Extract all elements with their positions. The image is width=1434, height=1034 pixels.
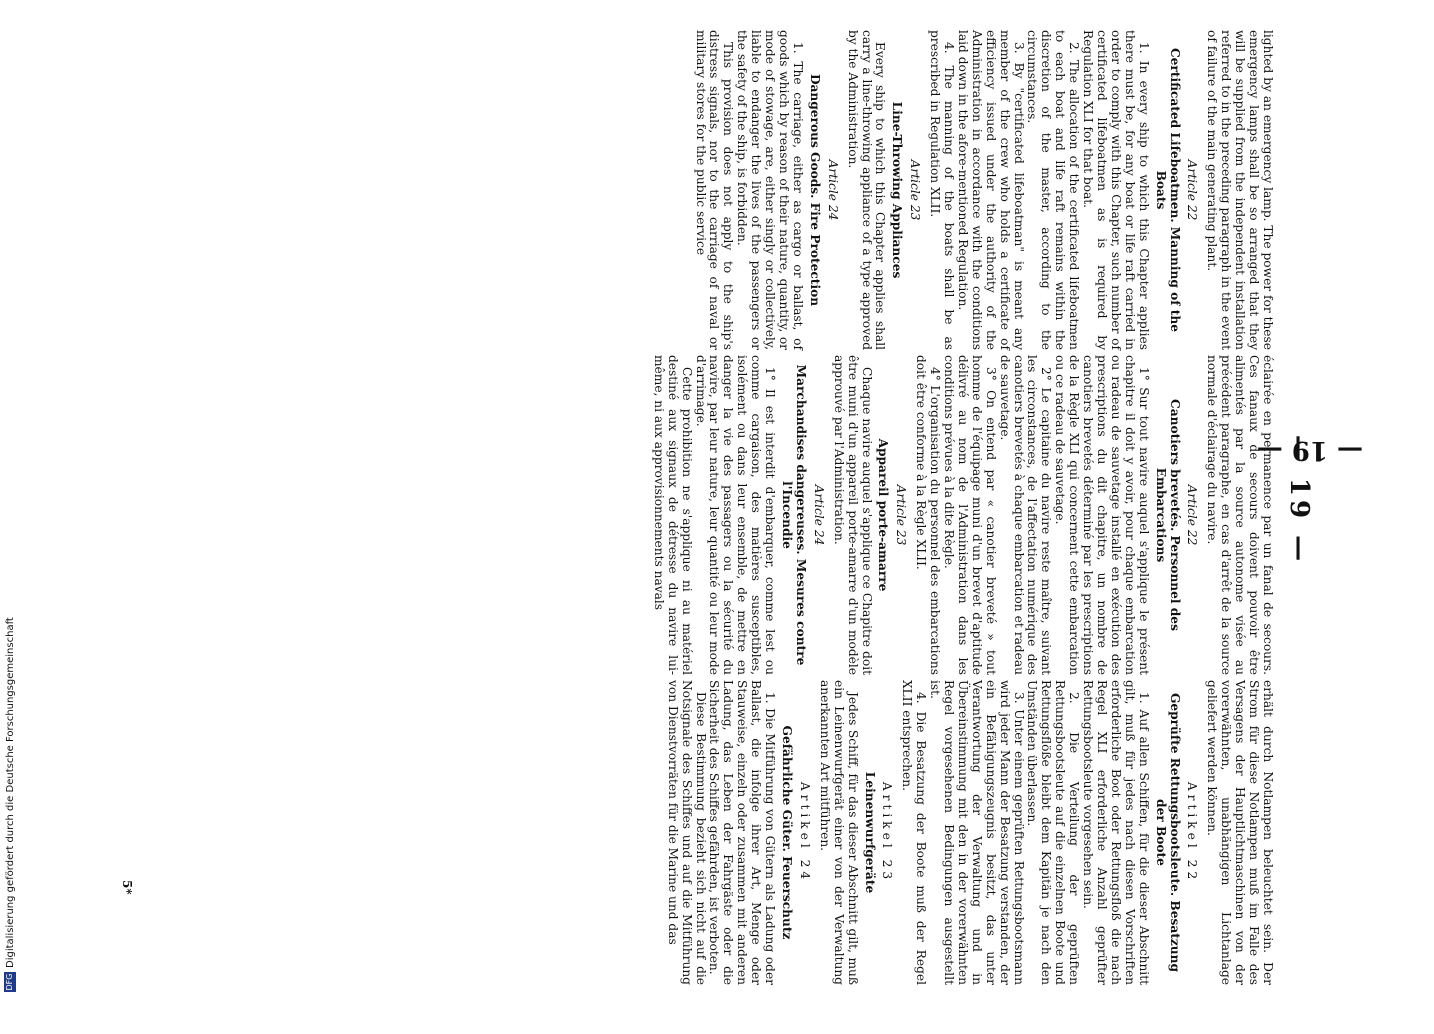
de-intro: erhält durch Notlampen beleuchtet sein. Der Strom für diese Notlampen muß im Falle des Versagens der Hauptlichtmaschinen von der vorerwähnten, unabhängigen Lichtanlage geliefert werden können. [1205, 680, 1275, 985]
fr-art22-p1: 1° Sur tout navire auquel s'applique le présent chapitre il doit y avoir, pour chaque embarcation ou radeau de sauvetage installé en exécution des prescriptions du dit chapitre, un nombre de canotiers brevetés déterminé par les prescriptions de la Règle XLI qui concernent cette embarcation ou ce radeau de sauvetage. [1053, 355, 1151, 675]
en-art22-p3: 3. By "certificated lifeboatman" is meant any member of the crew who holds a certificate of efficiency issued under the authority of the Administration in accordance with the conditions laid down in the afore-mentioned Regulation. [955, 30, 1026, 350]
fr-art24-head: Marchandises dangereuses. Mesures contre l'Incendie [780, 364, 808, 666]
fr-art22-p4: 4° L'organisation du personnel des embarcations doit être conforme à la Règle XLII. [914, 355, 943, 675]
de-art22-head: Geprüfte Rettungsbootsleute. Besatzung der Boote [1153, 692, 1182, 973]
en-art24-label: Article 24 [825, 159, 840, 221]
fr-art24-label: Article 24 [811, 484, 826, 546]
de-art24-head: Gefährliche Güter. Feuerschutz [780, 725, 794, 940]
fr-art22-head: Canotiers brevetés. Personnel des Embarcations [1153, 399, 1182, 631]
page-number: — 19 — [1256, 435, 1364, 465]
en-art22-p4: 4. The manning of the boats shall be as prescribed in Regulation XLII. [928, 30, 957, 350]
footer-bar [0, 0, 20, 1000]
dfg-logo-icon: DFG [5, 973, 14, 991]
de-art22-p3: 3. Unter einem geprüften Rettungsbootsmann wird jeder Mann der Besatzung verstanden, der ein Befähigungszeugnis besitzt, das unter Verantwortung der Verwaltung und in Übereinstimmung mit den in der vorerwähnten Regel vorgesehenen Bedingungen ausgestellt ist. [928, 680, 1026, 985]
de-art24-p2: Diese Bestimmung bezieht sich nicht auf die Notsignale des Schiffes und auf die Mitführung von Dienstvorräten für die Marine und das [665, 680, 708, 985]
en-intro: lighted by an emergency lamp. The power for these emergency lamps shall be so arranged that they will be supplied from the independent installation referred to in the preceding paragraph in the event of failure of the main generating plant. [1205, 30, 1275, 350]
de-art22-p2: 2. Die Verteilung der geprüften Rettungsbootsleute auf die einzelnen Boote und Rettungsflöße bleibt dem Kapitän je nach den Umständen überlassen. [1025, 680, 1082, 985]
page-number-rotated: — 19 — [1284, 434, 1314, 566]
en-art23-label: Article 23 [908, 159, 923, 221]
fr-intro: éclairée en permanence par un fanal de secours. Ces fanaux de secours doivent pouvoir être alimentés par la source autonome visée au précédent paragraphe, en cas d'arrêt de la source normale d'éclairage du navire. [1205, 355, 1275, 675]
en-art23-p1: Every ship to which this Chapter applies shall carry a line-throwing appliance of a type approved by the Administration. [845, 30, 888, 350]
de-art23-head: Leinenwurfgeräte [862, 771, 877, 894]
de-art23-p1: Jedes Schiff, für das dieser Abschnitt gilt, muß ein Leinenwurfgerät einer von der Verwaltung anerkannten Art mitführen. [817, 680, 860, 985]
de-art22-p4: 4. Die Besatzung der Boote muß der Regel XLII entsprechen. [900, 680, 929, 985]
en-art24-p1: 1. The carriage, either as cargo or ballast, of goods which by reason of their nature, quantity, or mode of stowage, are, either singly or collectively, liable to endanger the lives of the passengers or the safety of the ship, is forbidden. [735, 30, 805, 350]
fr-art24-p1: 1° Il est interdit d'embarquer, comme lest ou comme cargaison, des matières susceptibles, isolément ou dans leur ensemble, de mettre en danger la vie des passagers ou la sécurité du navire, par leur nature, leur quantité ou leur mode d'arrimage. [693, 355, 778, 675]
fr-art22-label: Article 22 [1185, 484, 1200, 546]
en-art24-p2: This provision does not apply to the ship's distress signals, nor to the carriage of naval or military stores for the public service [693, 30, 736, 350]
fr-art23-head: Appareil porte-amarre [876, 438, 891, 592]
column-english [693, 30, 1274, 350]
en-art22-p1: 1. In every ship to which this Chapter applies there must be, for any boat or life raft carried in order to comply with this Chapter, such number of certificated lifeboatmen as is required by Regulation XLI for that boat. [1081, 30, 1151, 350]
fr-art22-p3: 3° On entend par « canotier breveté » tout homme de l'équipage muni d'un brevet d'aptitude délivré au nom de l'Administration dans les conditions prévues à la dite Règle. [942, 355, 998, 675]
en-art22-p2: 2. The allocation of the certificated lifeboatmen to each boat and life raft remains within the discretion of the master, according to the circumstances. [1025, 30, 1082, 350]
de-art22-p1: 1. Auf allen Schiffen, für die dieser Abschnitt gilt, muß für jedes nach diesen Vorschriften erforderliche Boot oder Rettungsfloß die nach Regel XLI erforderliche Anzahl geprüfter Rettungsbootsleute vorgesehen sein. [1081, 680, 1151, 985]
fr-art23-label: Article 23 [894, 484, 909, 546]
de-art24-p1: 1. Die Mitführung von Gütern als Ladung oder Ballast, die infolge ihrer Art, Menge oder Stauweise, einzeln oder zusammen mit anderen Ladung, das Leben der Fahrgäste oder die Sicherheit des Schiffes gefährden, ist verboten. [707, 680, 778, 985]
fr-art23-p1: Chaque navire auquel s'applique ce Chapitre doit être muni d'un appareil porte-amarre d'un modèle approuvé par l'Administration. [831, 355, 874, 675]
en-art22-label: Article 22 [1185, 159, 1200, 221]
en-art22-head: Certificated Lifeboatmen. Manning of the Boats [1153, 47, 1182, 333]
fr-art24-p2: Cette prohibition ne s'applique ni au matériel destiné aux signaux de détresse du navire lui-même, ni aux approvisionnements navals [651, 355, 694, 675]
fr-art22-p2: 2° Le capitaine du navire reste maître, suivant les circonstances, de l'affectation numérique des canotiers brevetés à chaque embarcation et radeau de sauvetage. [997, 355, 1054, 675]
signature-mark: 5* [120, 880, 134, 895]
column-french [651, 355, 1274, 675]
en-art24-head: Dangerous Goods. Fire Protection [807, 73, 822, 307]
de-art22-label: Artikel 22 [1185, 781, 1200, 884]
en-art23-head: Line-Throwing Appliances [890, 101, 905, 279]
column-german [665, 680, 1274, 985]
de-art24-label: Artikel 24 [797, 781, 812, 884]
footer-credit: Digitalisierung gefördert durch die Deutsche Forschungsgemeinschaft [4, 617, 16, 968]
de-art23-label: Artikel 23 [880, 781, 895, 884]
